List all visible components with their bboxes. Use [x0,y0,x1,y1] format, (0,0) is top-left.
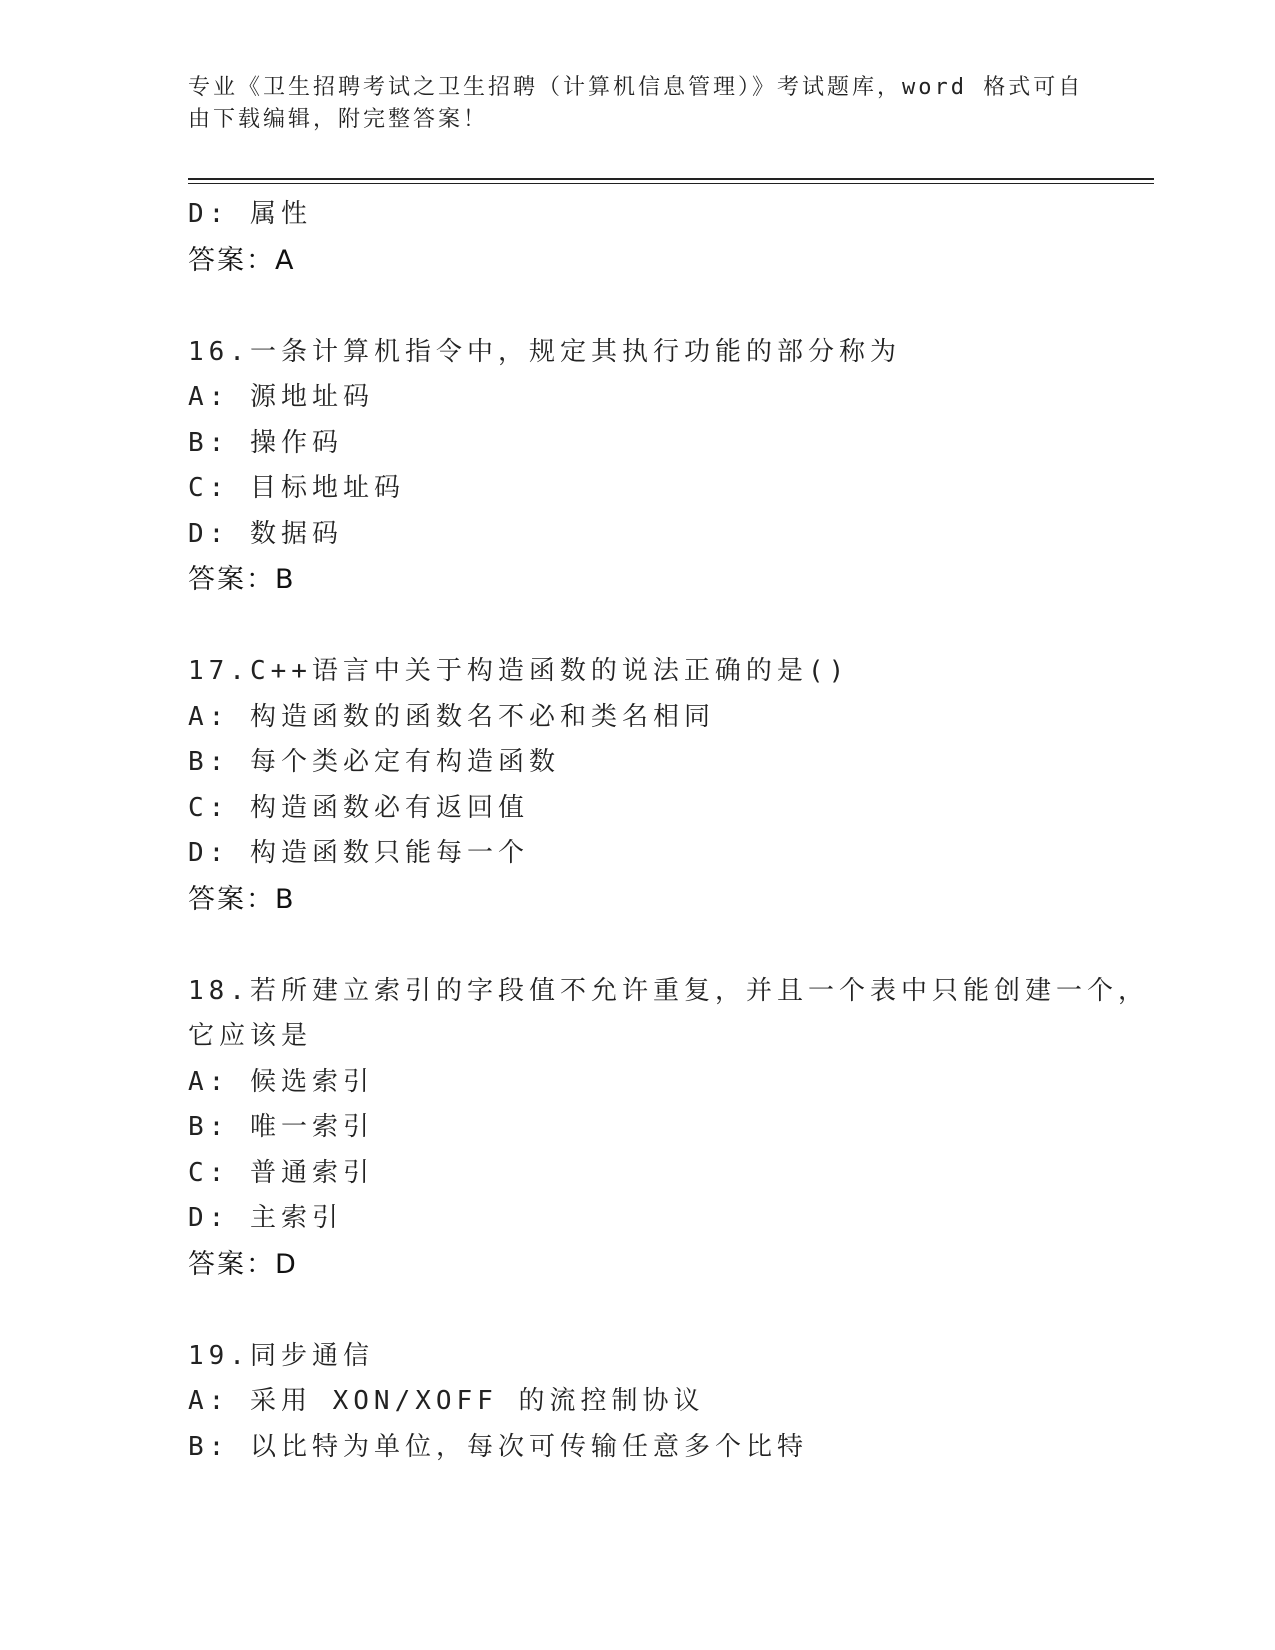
question-stem: 19.同步通信 [188,1340,374,1371]
header-divider-thin [188,183,1154,184]
question-stem: 16.一条计算机指令中，规定其执行功能的部分称为 [188,336,901,367]
option-b: B: 每个类必定有构造函数 [188,747,560,777]
header-divider-thick [188,178,1154,180]
question-19 [188,1334,1088,1471]
option-c: C: 普通索引 [188,1157,374,1188]
question-18 [188,969,1149,1288]
answer-line: 答案：A [188,244,296,276]
option-a: A: 源地址码 [188,382,374,412]
question-stem: 17.C++语言中关于构造函数的说法正确的是() [188,656,850,686]
option-a: A: 构造函数的函数名不必和类名相同 [188,701,715,732]
document-header [188,72,1088,136]
header-line-2: 由下载编辑，附完整答案！ [188,107,489,132]
question-17 [188,649,1088,923]
option-b: B: 以比特为单位，每次可传输任意多个比特 [188,1431,808,1462]
answer-line: 答案：B [188,564,296,595]
option-c: C: 构造函数必有返回值 [188,792,529,823]
answer-line: 答案：B [188,883,296,915]
answer-line: 答案：D [188,1248,298,1280]
option-a: A: 采用 XON/XOFF 的流控制协议 [188,1386,705,1416]
previous-question-tail [188,192,1088,284]
question-list [188,192,1149,1470]
option-c: C: 目标地址码 [188,473,405,503]
question-stem-line-2: 它应该是 [188,1021,313,1051]
question-16 [188,330,1088,604]
option-b: B: 唯一索引 [188,1112,374,1142]
option-d: D: 数据码 [188,518,343,549]
header-line-1: 专业《卫生招聘考试之卫生招聘（计算机信息管理）》考试题库，word 格式可自 [188,75,1084,100]
option-d: D: 构造函数只能每一个 [188,838,529,868]
option-d: D: 主索引 [188,1203,343,1233]
question-stem-line-1: 18.若所建立索引的字段值不允许重复，并且一个表中只能创建一个， [188,975,1149,1006]
option-d: D: 属性 [188,199,312,229]
option-b: B: 操作码 [188,427,343,458]
option-a: A: 候选索引 [188,1066,374,1097]
